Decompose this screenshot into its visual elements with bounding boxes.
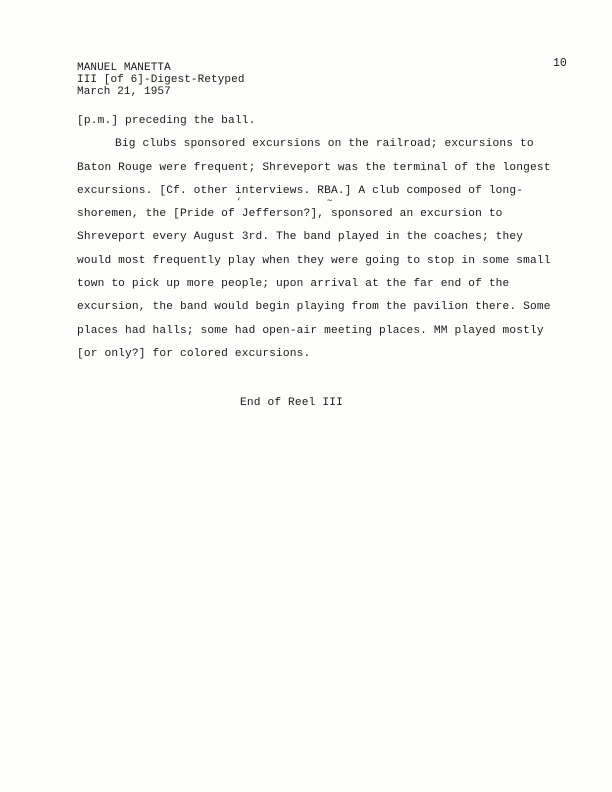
interview-date: March 21, 1957 xyxy=(77,86,171,98)
end-of-reel-marker: End of Reel III xyxy=(240,397,343,409)
handwritten-mark: ∼ xyxy=(327,196,333,206)
body-line-7: would most frequently play when they were going to stop in some small xyxy=(77,254,551,267)
page-number: 10 xyxy=(553,57,567,70)
interviewee-name: MANUEL MANETTA xyxy=(77,62,171,74)
handwritten-mark: ‘ xyxy=(236,197,242,207)
body-text xyxy=(77,110,597,366)
reel-info: III [of 6]-Digest-Retyped xyxy=(77,74,245,86)
body-line-9: excursion, the band would begin playing from the pavilion there. Some xyxy=(77,301,551,314)
body-line-3: Baton Rouge were frequent; Shreveport was the terminal of the longest xyxy=(77,161,551,174)
body-line-11: [or only?] for colored excursions. xyxy=(77,347,311,360)
body-line-4: excursions. [Cf. other interviews. RBA.] A club composed of long- xyxy=(77,184,524,197)
body-line-1: [p.m.] preceding the ball. xyxy=(77,115,256,127)
body-line-2: Big clubs sponsored excursions on the railroad; excursions to xyxy=(115,138,534,151)
body-line-6: Shreveport every August 3rd. The band played in the coaches; they xyxy=(77,231,524,244)
body-line-10: places had halls; some had open-air meeting places. MM played mostly xyxy=(77,324,544,337)
body-line-8: town to pick up more people; upon arrival at the far end of the xyxy=(77,278,510,291)
body-line-5: shoremen, the [Pride of Jefferson?], sponsored an excursion to xyxy=(77,208,503,221)
document-header xyxy=(77,62,245,98)
